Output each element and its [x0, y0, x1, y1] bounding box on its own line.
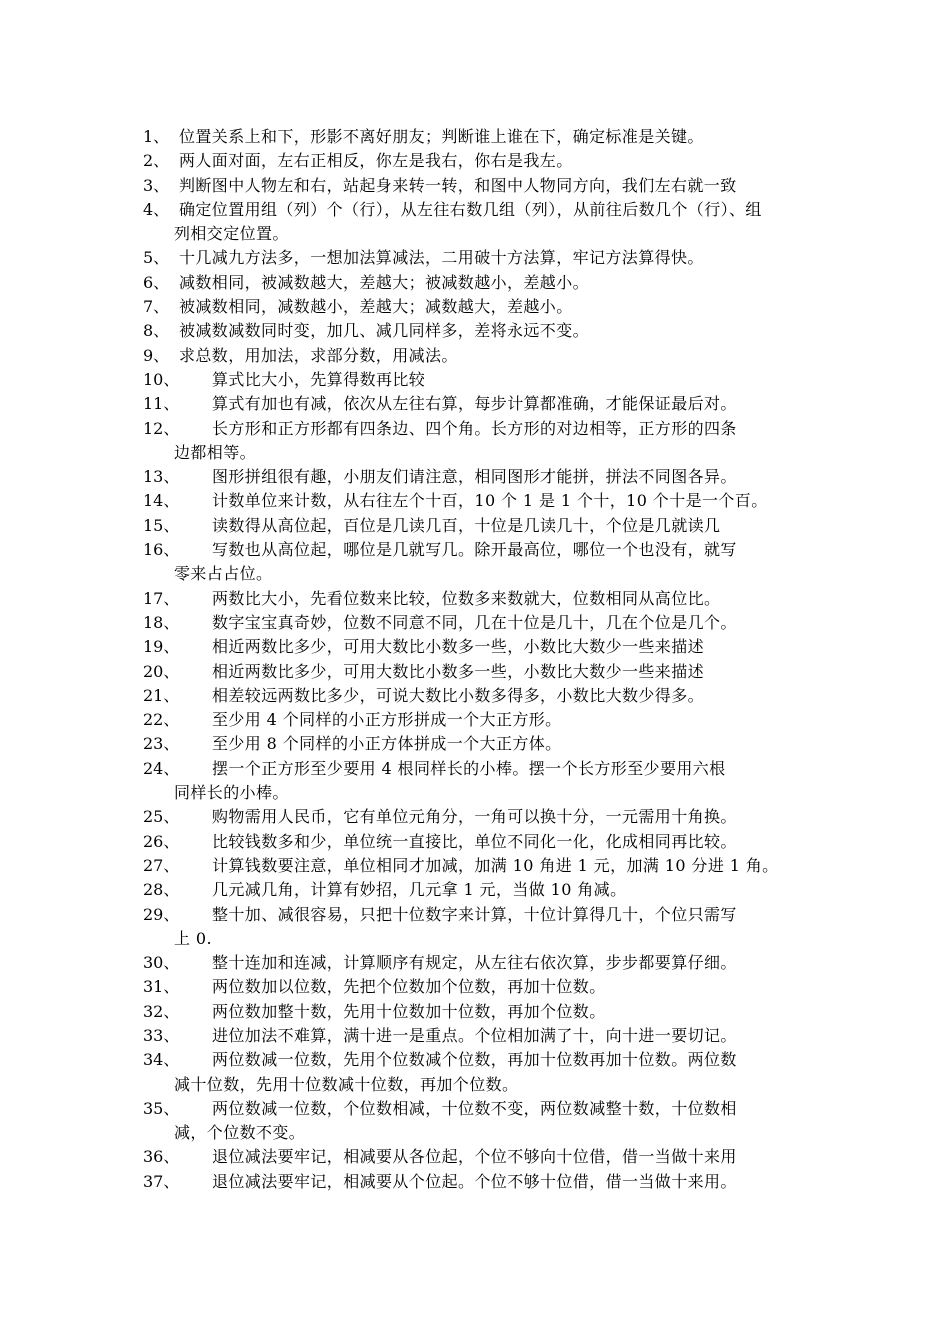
- item-text: 写数也从高位起，哪位是几就写几。除开最高位，哪位一个也没有，就写: [212, 540, 737, 560]
- item-text: 两位数加整十数，先用十位数加十位数，再加个位数。: [212, 1001, 606, 1021]
- item-text-continuation: 减，个位数不变。: [174, 1123, 306, 1143]
- item-text: 相差较远两数比多少，可说大数比小数多得多，小数比大数少得多。: [212, 685, 705, 705]
- item-number: 21、: [143, 685, 180, 705]
- list-item: [143, 1048, 811, 1097]
- list-item: [143, 538, 811, 587]
- list-item: [143, 295, 811, 319]
- item-number: 18、: [143, 612, 180, 632]
- item-number: 19、: [143, 637, 180, 657]
- list-item: [143, 732, 811, 756]
- item-number: 6、: [143, 272, 170, 292]
- list-item: [143, 660, 811, 684]
- list-item: [143, 514, 811, 538]
- item-text: 两位数加以位数，先把个位数加个位数，再加十位数。: [212, 977, 606, 997]
- item-number: 14、: [143, 491, 180, 511]
- item-text: 相近两数比多少，可用大数比小数多一些，小数比大数少一些来描述: [212, 637, 705, 657]
- item-number: 4、: [143, 199, 170, 219]
- item-text: 算式比大小，先算得数再比较: [212, 369, 426, 389]
- item-text: 计算钱数要注意，单位相同才加减，加满 10 角进 1 元，加满 10 分进 1 角。: [212, 855, 779, 875]
- item-number: 1、: [143, 127, 170, 146]
- item-number: 25、: [143, 807, 180, 827]
- item-number: 22、: [143, 710, 180, 730]
- item-text: 进位加法不难算，满十进一是重点。个位相加满了十，向十进一要切记。: [212, 1025, 737, 1045]
- item-text: 至少用 8 个同样的小正方体拼成一个大正方体。: [212, 734, 562, 754]
- list-item: [143, 951, 811, 975]
- list-item: [143, 757, 811, 806]
- list-item: [143, 344, 811, 368]
- item-number: 31、: [143, 977, 180, 997]
- item-text: 被减数相同，减数越小，差越大；减数越大，差越小。: [179, 297, 573, 317]
- item-number: 8、: [143, 321, 170, 341]
- list-item: [143, 465, 811, 489]
- list-item: [143, 684, 811, 708]
- item-number: 27、: [143, 855, 180, 875]
- list-item: [143, 1170, 811, 1194]
- item-text: 整十连加和连减，计算顺序有规定，从左往右依次算，步步都要算仔细。: [212, 953, 737, 973]
- item-number: 33、: [143, 1025, 180, 1045]
- item-number: 28、: [143, 880, 180, 900]
- item-number: 11、: [143, 394, 180, 414]
- item-number: 10、: [143, 369, 180, 389]
- list-item: [143, 903, 811, 952]
- item-number: 35、: [143, 1098, 180, 1118]
- item-number: 16、: [143, 540, 180, 560]
- item-text-continuation: 同样长的小棒。: [174, 783, 289, 803]
- item-text-continuation: 减十位数，先用十位数减十位数，再加个位数。: [174, 1074, 519, 1094]
- item-number: 20、: [143, 661, 180, 681]
- item-text: 两人面对面，左右正相反，你左是我右，你右是我左。: [179, 151, 573, 171]
- item-text: 整十加、减很容易，只把十位数字来计算，十位计算得几十，个位只需写: [212, 904, 737, 924]
- item-text: 退位减法要牢记，相减要从各位起，个位不够向十位借，借一当做十来用: [212, 1147, 737, 1167]
- item-number: 12、: [143, 418, 180, 438]
- list-item: [143, 611, 811, 635]
- item-number: 2、: [143, 151, 170, 171]
- list-item: [143, 1000, 811, 1024]
- rule-list: [143, 125, 811, 1194]
- list-item: [143, 319, 811, 343]
- item-number: 7、: [143, 297, 170, 317]
- item-text-continuation: 边都相等。: [174, 442, 257, 462]
- item-number: 23、: [143, 734, 180, 754]
- item-number: 37、: [143, 1171, 180, 1191]
- item-text: 数字宝宝真奇妙，位数不同意不同，几在十位是几十，几在个位是几个。: [212, 612, 737, 632]
- item-text: 退位减法要牢记，相减要从个位起。个位不够十位借，借一当做十来用。: [212, 1171, 737, 1191]
- item-number: 3、: [143, 175, 170, 195]
- list-item: [143, 198, 811, 247]
- item-text: 两位数减一位数，个位数相减，十位数不变，两位数减整十数，十位数相: [212, 1098, 737, 1118]
- list-item: [143, 708, 811, 732]
- list-item: [143, 878, 811, 902]
- list-item: [143, 392, 811, 416]
- item-text-continuation: 零来占占位。: [174, 564, 273, 584]
- item-text-continuation: 上 0.: [174, 928, 212, 948]
- item-text: 长方形和正方形都有四条边、四个角。长方形的对边相等，正方形的四条: [212, 418, 737, 438]
- list-item: [143, 805, 811, 829]
- list-item: [143, 368, 811, 392]
- list-item: [143, 417, 811, 466]
- list-item: [143, 489, 811, 513]
- item-number: 36、: [143, 1147, 180, 1167]
- list-item: [143, 635, 811, 659]
- list-item: [143, 1024, 811, 1048]
- list-item: [143, 1145, 811, 1169]
- item-text: 摆一个正方形至少要用 4 根同样长的小棒。摆一个长方形至少要用六根: [212, 758, 726, 778]
- item-text: 计数单位来计数，从右往左个十百，10 个 1 是 1 个十，10 个十是一个百。: [212, 491, 768, 511]
- list-item: [143, 246, 811, 270]
- item-text: 比较钱数多和少，单位统一直接比，单位不同化一化，化成相同再比较。: [212, 831, 737, 851]
- item-text: 被减数减数同时变，加几、减几同样多，差将永远不变。: [179, 321, 590, 341]
- item-number: 26、: [143, 831, 180, 851]
- item-number: 9、: [143, 345, 170, 365]
- item-text: 确定位置用组（列）个（行），从左往右数几组（列），从前往后数几个（行）、组: [179, 199, 762, 219]
- item-number: 5、: [143, 248, 170, 268]
- item-text: 相近两数比多少，可用大数比小数多一些，小数比大数少一些来描述: [212, 661, 705, 681]
- item-number: 13、: [143, 467, 180, 487]
- item-text: 读数得从高位起，百位是几读几百，十位是几读几十，个位是几就读几: [212, 515, 721, 535]
- list-item: [143, 174, 811, 198]
- item-number: 34、: [143, 1050, 180, 1070]
- item-text: 求总数，用加法，求部分数，用减法。: [179, 345, 458, 365]
- list-item: [143, 271, 811, 295]
- list-item: [143, 125, 811, 149]
- item-text: 两位数减一位数，先用个位数减个位数，再加十位数再加十位数。两位数: [212, 1050, 737, 1070]
- list-item: [143, 830, 811, 854]
- item-text: 减数相同，被减数越大，差越大；被减数越小，差越小。: [179, 272, 590, 292]
- item-number: 17、: [143, 588, 180, 608]
- item-text: 算式有加也有减，依次从左往右算，每步计算都准确，才能保证最后对。: [212, 394, 737, 414]
- list-item: [143, 587, 811, 611]
- item-text: 至少用 4 个同样的小正方形拼成一个大正方形。: [212, 710, 562, 730]
- list-item: [143, 975, 811, 999]
- list-item: [143, 149, 811, 173]
- item-number: 32、: [143, 1001, 180, 1021]
- item-text: 位置关系上和下，形影不离好朋友；判断谁上谁在下，确定标准是关键。: [179, 127, 704, 146]
- list-item: [143, 1097, 811, 1146]
- item-number: 29、: [143, 904, 180, 924]
- item-text-continuation: 列相交定位置。: [174, 224, 289, 244]
- item-text: 两数比大小，先看位数来比较，位数多来数就大，位数相同从高位比。: [212, 588, 721, 608]
- item-text: 几元减几角，计算有妙招，几元拿 1 元，当做 10 角减。: [212, 880, 627, 900]
- item-text: 十几减九方法多，一想加法算减法，二用破十方法算，牢记方法算得快。: [179, 248, 704, 268]
- list-item: [143, 854, 811, 878]
- item-text: 判断图中人物左和右，站起身来转一转，和图中人物同方向，我们左右就一致: [179, 175, 737, 195]
- item-text: 购物需用人民币，它有单位元角分，一角可以换十分，一元需用十角换。: [212, 807, 737, 827]
- item-text: 图形拼组很有趣，小朋友们请注意，相同图形才能拼，拼法不同图各异。: [212, 467, 737, 487]
- item-number: 24、: [143, 758, 180, 778]
- item-number: 15、: [143, 515, 180, 535]
- item-number: 30、: [143, 953, 180, 973]
